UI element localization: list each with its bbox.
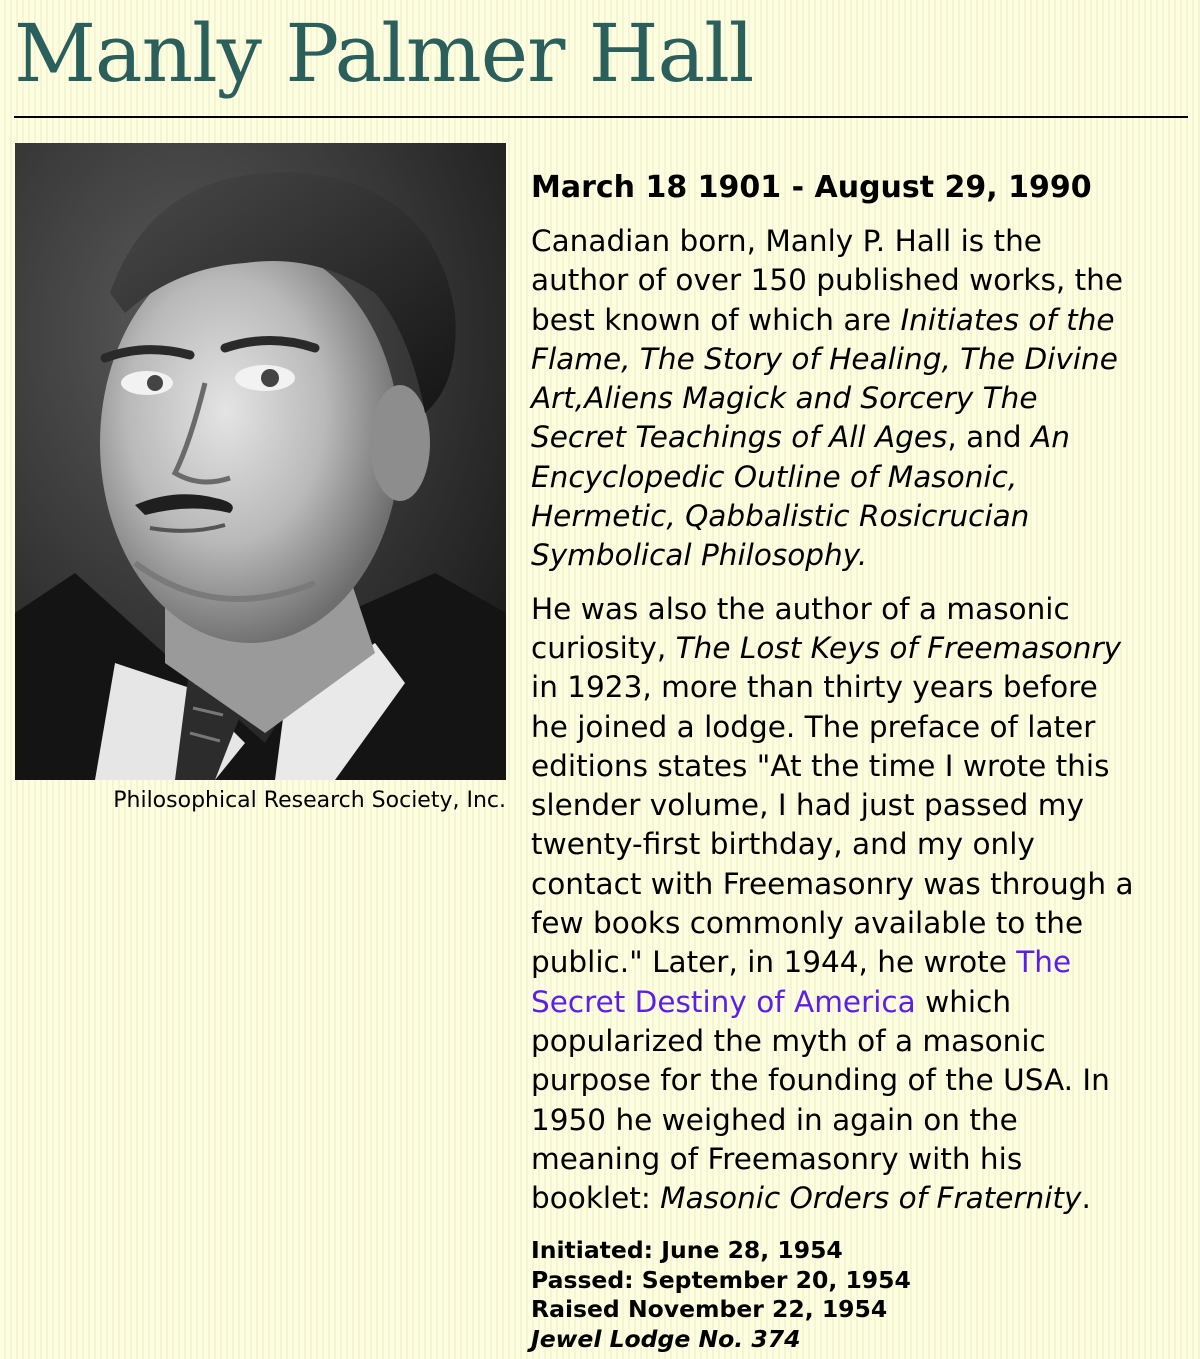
text-line: twenty-first birthday, and my only: [531, 827, 1035, 862]
text-fragment: booklet:: [531, 1181, 661, 1216]
text-line: He was also the author of a masonic: [531, 591, 1070, 626]
passed-date: Passed: September 20, 1954: [531, 1265, 911, 1294]
text-line: slender volume, I had just passed my: [531, 788, 1084, 823]
bio-paragraph-2: [531, 590, 1191, 1219]
lodge-name: Jewel Lodge No. 374: [531, 1324, 801, 1353]
page-title: Manly Palmer Hall: [14, 7, 754, 100]
secret-destiny-link[interactable]: The: [1016, 945, 1072, 980]
text-fragment: which: [915, 984, 1012, 1019]
text-line: [531, 458, 1191, 497]
text-fragment: .: [1081, 1181, 1091, 1216]
book-title: Art,Aliens Magick and Sorcery The: [531, 381, 1038, 416]
text-line: [531, 983, 1191, 1022]
text-line: [531, 629, 1191, 668]
text-line: [531, 536, 1191, 575]
text-fragment: , and: [947, 420, 1032, 455]
text-fragment: best known of which are: [531, 302, 901, 337]
portrait-illustration: [15, 143, 506, 780]
text-line: [531, 418, 1191, 457]
text-line: contact with Freemasonry was through a: [531, 866, 1134, 901]
book-title: An: [1031, 420, 1070, 455]
text-line: purpose for the founding of the USA. In: [531, 1063, 1110, 1098]
life-dates-heading: March 18 1901 - August 29, 1990: [531, 170, 1092, 205]
book-title: Encyclopedic Outline of Masonic,: [531, 459, 1018, 494]
text-line: [531, 301, 1191, 340]
text-line: [531, 943, 1191, 982]
book-title: Masonic Orders of Fraternity: [660, 1181, 1082, 1216]
bio-paragraph-1: [531, 222, 1191, 576]
biography-section: [531, 168, 1191, 1354]
portrait-photo: [15, 143, 506, 780]
raised-date: Raised November 22, 1954: [531, 1295, 888, 1324]
book-title: Symbolical Philosophy.: [531, 538, 868, 573]
book-title: Hermetic, Qabbalistic Rosicrucian: [531, 499, 1030, 534]
text-line: [531, 379, 1191, 418]
text-line: [531, 497, 1191, 536]
text-fragment: public." Later, in 1944, he wrote: [531, 945, 1017, 980]
text-fragment: curiosity,: [531, 630, 676, 665]
photo-caption: Philosophical Research Society, Inc.: [113, 788, 506, 813]
text-line: 1950 he weighed in again on the: [531, 1102, 1018, 1137]
book-title: Initiates of the: [900, 302, 1115, 337]
initiated-date: Initiated: June 28, 1954: [531, 1236, 843, 1265]
text-line: [531, 340, 1191, 379]
text-line: author of over 150 published works, the: [531, 263, 1124, 298]
text-line: few books commonly available to the: [531, 906, 1084, 941]
text-line: popularized the myth of a masonic: [531, 1023, 1046, 1058]
masonic-record: [531, 1236, 1191, 1354]
text-line: Canadian born, Manly P. Hall is the: [531, 224, 1042, 258]
book-title: The Lost Keys of Freemasonry: [675, 630, 1122, 665]
text-line: editions states "At the time I wrote this: [531, 748, 1110, 783]
text-line: [531, 1179, 1191, 1218]
title-divider: [14, 116, 1188, 118]
secret-destiny-link[interactable]: Secret Destiny of America: [531, 984, 916, 1019]
book-title: Secret Teachings of All Ages: [531, 420, 948, 455]
text-line: in 1923, more than thirty years before: [531, 670, 1098, 705]
text-line: he joined a lodge. The preface of later: [531, 709, 1096, 744]
text-line: meaning of Freemasonry with his: [531, 1141, 1023, 1176]
book-title: Flame, The Story of Healing, The Divine: [531, 341, 1118, 376]
